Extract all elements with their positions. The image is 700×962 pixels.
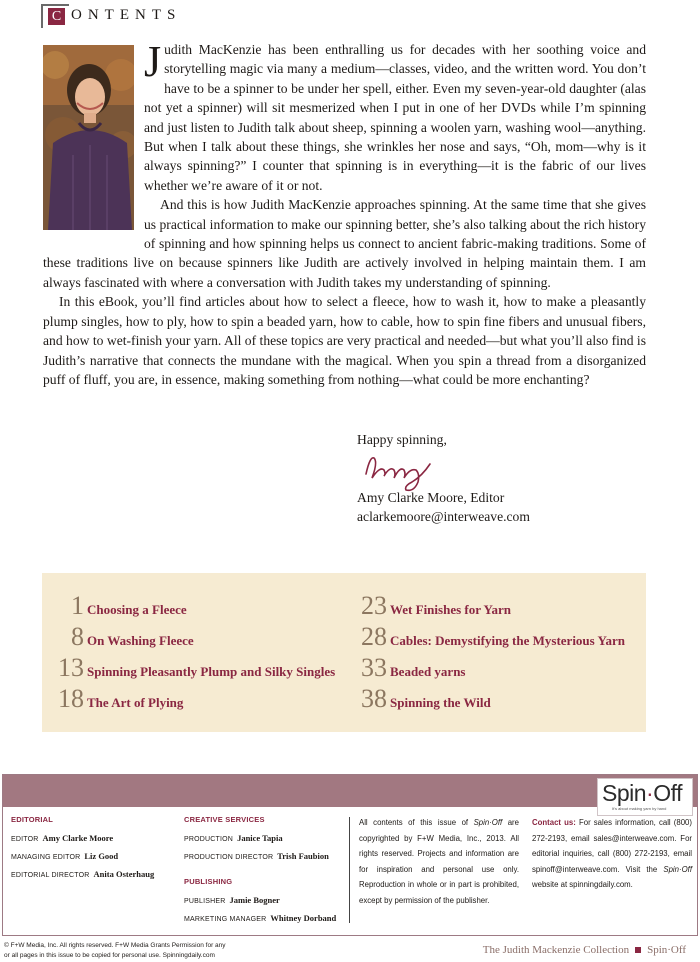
letter-paragraph-1-text: udith MacKenzie has been enthralling us for decades with her soothing voice and storytelling magic via many a medium—classes, video, and the written word. You don’t have to be a spinner to be under her spell, either. Even my seven-year-old daughter (alas not yet a spinner) will sit mesmerized when I put in one of her DVDs while I’m spinning and just listen to Judith talk about sheep, spinning a woolen yarn, washing wool—anything. But when I talk about these things, she wrinkles her nose and says, “Oh, mom—why is it always spinning?” I counter that spinning is in everything—it is the fabric of our lives whether we’re aware of it or not. [144,42,646,193]
drop-cap: J [144,37,162,86]
editor-letter [43,37,646,389]
toc-title: Spinning Pleasantly Plump and Silky Singles [87,664,336,679]
header-rule-horizontal [41,4,69,6]
toc-title: Wet Finishes for Yarn [390,602,511,617]
author-line: Amy Clarke Moore, Editor [357,490,505,505]
toc-item[interactable] [42,591,187,621]
toc-item[interactable] [345,591,511,621]
creative-services-heading: CREATIVE SERVICES [184,815,265,824]
footer-copyright: © F+W Media, Inc. All rights reserved. F+W Media Grants Permission for any or all pages in this issue to be copied for personal use. Spinningdaily.com [4,942,226,959]
logo-wordmark: Spin·Off [602,780,682,806]
toc-title: Choosing a Fleece [87,602,187,617]
toc-page-number: 38 [361,684,387,713]
photo-text-wrap-space [43,40,144,236]
staff-line: EDITORIAL DIRECTOR Anita Osterhaug [11,869,155,879]
staff-line: PUBLISHER Jamie Bogner [184,895,280,905]
copyright-notice: All contents of this issue of Spin·Off are copyrighted by F+W Media, Inc., 2013. All rights reserved. Projects and information are for inspiration and personal use only. Reproduction in whole or in part is prohibited, except by permission of the publisher. [359,818,519,905]
footer-brand: Spin·Off [647,944,686,956]
toc-page-number: 1 [71,591,84,620]
staff-line: EDITOR Amy Clarke Moore [11,833,114,843]
toc-item[interactable] [42,622,194,652]
staff-line: PRODUCTION DIRECTOR Trish Faubion [184,851,329,861]
contact-heading: Contact us: [532,818,576,827]
staff-line: MARKETING MANAGER Whitney Dorband [184,913,337,923]
editorial-section [11,815,154,887]
masthead-divider [349,817,350,923]
author-email[interactable]: aclarkemoore@interweave.com [357,509,530,525]
toc-item[interactable] [42,653,335,683]
contents-initial-badge: C [48,8,65,25]
toc-item[interactable] [42,684,183,714]
staff-line: PRODUCTION Janice Tapia [184,833,283,843]
toc-title: Beaded yarns [390,664,466,679]
toc-title: Cables: Demystifying the Mysterious Yarn [390,633,625,648]
toc-page-number: 18 [58,684,84,713]
footer-square-icon [635,947,641,953]
header-rule-vertical [41,4,43,28]
contact-info: Contact us: For sales information, call (800) 272-2193, email sales@interweave.com. For editorial inquiries, call (800) 272-2193, email spinoff@interweave.com. Visit the Spin·Off website at spinningdaily.com. [532,818,692,889]
toc-page-number: 28 [361,622,387,651]
toc-page-number: 23 [361,591,387,620]
letter-paragraph-3: In this eBook, you’ll find articles about how to select a fleece, how to wash it, how to make a pleasantly plump singles, how to ply, how to spin a beaded yarn, how to cable, how to spin fine fibers and unusual fibers, and how to wet-finish your yarn. All of these topics are very practical and needed—but what you’ll also find is Judith’s narrative that connects the mundane with the magical. When you spin a thread from a disorganized puff of fluff, you are, in essence, making something from nothing—what could be more enchanting? [43,294,646,387]
logo-tagline: It's about making yarn by hand [612,806,667,811]
table-of-contents [42,573,646,732]
letter-paragraph-2: And this is how Judith MacKenzie approaches spinning. At the same time that she gives us practical information to make our spinning better, she’s also talking about the rich history of spinning and how spinning helps us connect to ancient fabric-making traditions. Some of these traditions live on because spinners like Judith are actively involved in helping maintain them. I am always fascinated with where a conversation with Judith takes my understanding of spinning. [43,197,646,290]
toc-item[interactable] [345,622,625,652]
masthead [2,774,698,936]
signoff-block [357,430,447,449]
toc-title: The Art of Plying [87,695,184,710]
editorial-heading: EDITORIAL [11,815,54,824]
toc-item[interactable] [345,653,465,683]
toc-page-number: 33 [361,653,387,682]
toc-page-number: 13 [58,653,84,682]
signoff-author [357,488,530,527]
staff-line: MANAGING EDITOR Liz Good [11,851,119,861]
footer-collection [483,944,686,956]
masthead-bar [3,775,697,807]
closing-line: Happy spinning, [357,432,447,447]
toc-title: On Washing Fleece [87,633,194,648]
spinoff-logo [597,778,693,816]
toc-item[interactable] [345,684,491,714]
creative-services-section [184,815,336,931]
contents-heading: ONTENTS [71,7,182,23]
toc-title: Spinning the Wild [390,695,491,710]
publishing-heading: PUBLISHING [184,877,233,886]
toc-page-number: 8 [71,622,84,651]
collection-title: The Judith Mackenzie Collection [482,944,630,956]
